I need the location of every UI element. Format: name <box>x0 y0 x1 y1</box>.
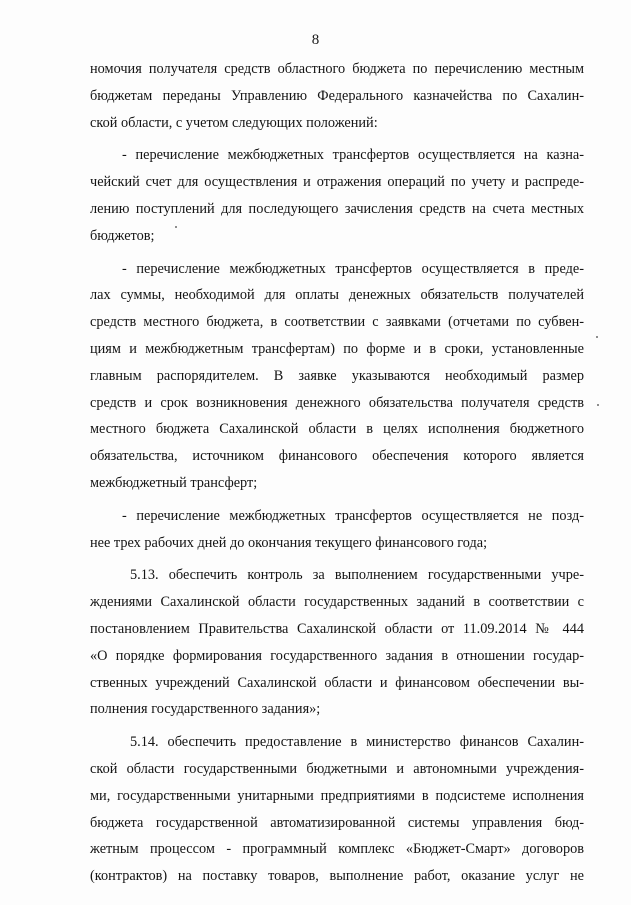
paragraph <box>90 56 584 136</box>
scan-speck <box>597 404 599 406</box>
text-line: лах суммы, необходимой для оплаты денежных обязательств получателей <box>90 287 584 304</box>
paragraph <box>90 256 584 497</box>
text-line: ственных учреждений Сахалинской области и финансовом обеспечении вы- <box>90 674 584 691</box>
text-line: главным распорядителем. В заявке указываются необходимый размер <box>90 367 584 384</box>
text-line: местного бюджета Сахалинской области в целях исполнения бюджетного <box>90 421 584 438</box>
text-line: чейский счет для осуществления и отражения операций по учету и распреде- <box>90 174 584 191</box>
text-line: «О порядке формирования государственного задания в отношении государ- <box>90 647 584 664</box>
text-line: межбюджетный трансферт; <box>90 474 258 491</box>
page-number: 8 <box>311 32 320 48</box>
text-line: средств местного бюджета, в соответствии с заявками (отчетами по субвен- <box>90 314 584 331</box>
text-line: бюджетов; <box>90 227 155 244</box>
text-line: обязательства, источником финансового обеспечения которого является <box>90 448 584 465</box>
text-line: - перечисление межбюджетных трансфертов осуществляется не позд- <box>122 507 584 524</box>
scan-speck <box>596 336 598 338</box>
text-line: полнения государственного задания»; <box>90 701 321 718</box>
paragraph <box>90 729 584 890</box>
text-line: 5.13. обеспечить контроль за выполнением государственными учре- <box>130 567 584 584</box>
text-line: постановлением Правительства Сахалинской области от 11.09.2014 № 444 <box>90 620 584 637</box>
text-line: ждениями Сахалинской области государственных заданий в соответствии с <box>90 594 584 611</box>
text-line: - перечисление межбюджетных трансфертов осуществляется в преде- <box>122 260 584 277</box>
text-line: жетным процессом - программный комплекс «Бюджет-Смарт» договоров <box>90 841 584 858</box>
text-line: - перечисление межбюджетных трансфертов осуществляется на казна- <box>122 147 584 164</box>
text-line: ской области государственными бюджетными и автономными учреждения- <box>90 760 584 777</box>
text-line: (контрактов) на поставку товаров, выполнение работ, оказание услуг не <box>90 868 584 885</box>
text-line: номочия получателя средств областного бюджета по перечислению местным <box>90 61 584 77</box>
text-line: ми, государственными унитарными предприятиями в подсистеме исполнения <box>90 787 584 804</box>
text-line: лению поступлений для последующего зачисления средств на счета местных <box>90 200 584 217</box>
paragraph <box>90 503 584 557</box>
text-line: средств и срок возникновения денежного обязательства получателя средств <box>90 394 584 411</box>
text-line: 5.14. обеспечить предоставление в министерство финансов Сахалин- <box>130 734 584 751</box>
paragraph <box>90 562 584 723</box>
text-line: бюджетам переданы Управлению Федерального казначейства по Сахалин- <box>90 87 584 104</box>
text-line: нее трех рабочих дней до окончания текущего финансового года; <box>90 534 488 551</box>
text-line: циям и межбюджетным трансфертам) по форме и в сроки, установленные <box>90 340 584 357</box>
paragraph <box>90 142 584 249</box>
document-body <box>90 56 584 890</box>
text-line: бюджета государственной автоматизированной системы управления бюд- <box>90 814 584 831</box>
scan-speck <box>175 226 177 228</box>
text-line: ской области, с учетом следующих положений: <box>90 114 378 131</box>
